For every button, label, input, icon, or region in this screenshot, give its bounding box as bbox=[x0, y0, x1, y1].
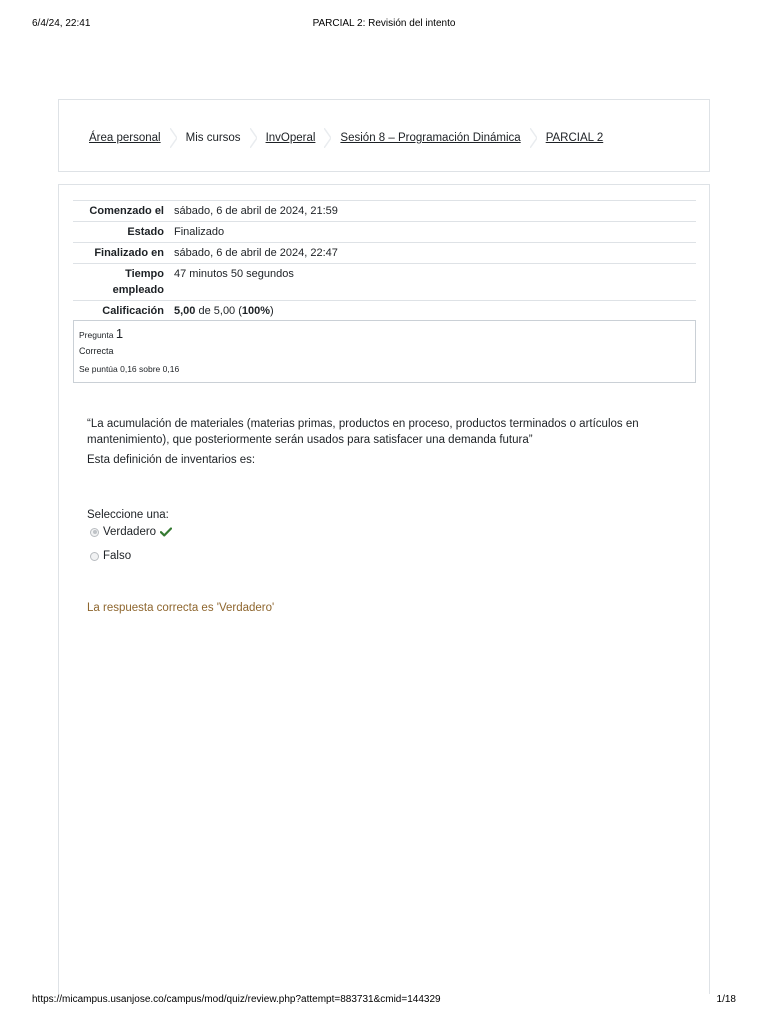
grade-close: ) bbox=[270, 305, 274, 317]
correct-answer-feedback: La respuesta correcta es 'Verdadero' bbox=[87, 602, 275, 614]
breadcrumb-item-session[interactable]: Sesión 8 – Programación Dinámica bbox=[340, 132, 521, 144]
print-title: PARCIAL 2: Revisión del intento bbox=[312, 18, 456, 29]
finished-label: Finalizado en bbox=[94, 247, 164, 259]
started-value: sábado, 6 de abril de 2024, 21:59 bbox=[174, 205, 338, 217]
question-status: Correcta bbox=[79, 346, 114, 356]
time-taken-value: 47 minutos 50 segundos bbox=[174, 268, 294, 280]
breadcrumb-separator-icon bbox=[324, 128, 331, 148]
breadcrumb-separator-icon bbox=[530, 128, 537, 148]
question-label: Pregunta bbox=[79, 330, 114, 340]
breadcrumb-item-mis-cursos: Mis cursos bbox=[185, 132, 241, 144]
time-taken-label-line2: empleado bbox=[112, 284, 164, 296]
started-label: Comenzado el bbox=[89, 205, 164, 217]
answer-prompt: Seleccione una: bbox=[87, 509, 169, 521]
state-label: Estado bbox=[127, 226, 164, 238]
grade-value bbox=[174, 301, 696, 322]
check-icon bbox=[160, 527, 172, 537]
question-number-value: 1 bbox=[115, 326, 124, 341]
print-footer bbox=[0, 994, 768, 1008]
table-row bbox=[73, 264, 696, 301]
table-row bbox=[73, 201, 696, 222]
time-taken-label bbox=[73, 264, 174, 301]
breadcrumb-separator-icon bbox=[170, 128, 177, 148]
quiz-review-card bbox=[58, 184, 710, 994]
time-taken-label-line1: Tiempo bbox=[125, 268, 164, 280]
option-falso[interactable] bbox=[90, 550, 131, 562]
print-page-number: 1/18 bbox=[716, 994, 736, 1005]
question-text: “La acumulación de materiales (materias primas, productos en proceso, productos terminados o artículos en mantenimiento), que posteriormente serán usados para satisfacer una demanda futura” bbox=[87, 418, 639, 446]
option-verdadero-label: Verdadero bbox=[103, 526, 157, 538]
print-date: 6/4/24, 22:41 bbox=[32, 18, 91, 29]
breadcrumb-item-course[interactable]: InvOperal bbox=[265, 132, 316, 144]
question-definition: Esta definición de inventarios es: bbox=[87, 454, 256, 466]
table-row bbox=[73, 222, 696, 243]
grade-percent: 100% bbox=[241, 305, 271, 317]
breadcrumb-separator-icon bbox=[250, 128, 257, 148]
option-falso-label: Falso bbox=[103, 550, 132, 562]
breadcrumb-card bbox=[58, 99, 710, 172]
finished-value: sábado, 6 de abril de 2024, 22:47 bbox=[174, 247, 338, 259]
attempt-summary-table bbox=[73, 200, 696, 322]
grade-label: Calificación bbox=[102, 305, 164, 317]
breadcrumb-item-area-personal[interactable]: Área personal bbox=[89, 132, 161, 144]
radio-falso[interactable] bbox=[90, 552, 99, 561]
print-url: https://micampus.usanjose.co/campus/mod/quiz/review.php?attempt=883731&cmid=144329 bbox=[32, 994, 441, 1005]
question-number bbox=[79, 326, 123, 341]
option-verdadero[interactable] bbox=[90, 526, 172, 538]
table-row bbox=[73, 243, 696, 264]
breadcrumb-item-quiz[interactable]: PARCIAL 2 bbox=[545, 132, 604, 144]
grade-score: 5,00 bbox=[174, 305, 196, 317]
table-row bbox=[73, 301, 696, 322]
question-grade: Se puntúa 0,16 sobre 0,16 bbox=[79, 364, 180, 374]
print-header bbox=[0, 18, 768, 32]
grade-of: de 5,00 ( bbox=[195, 305, 242, 317]
breadcrumb bbox=[89, 128, 603, 148]
radio-verdadero[interactable] bbox=[90, 528, 99, 537]
state-value: Finalizado bbox=[174, 226, 225, 238]
question-info-box bbox=[73, 320, 696, 383]
